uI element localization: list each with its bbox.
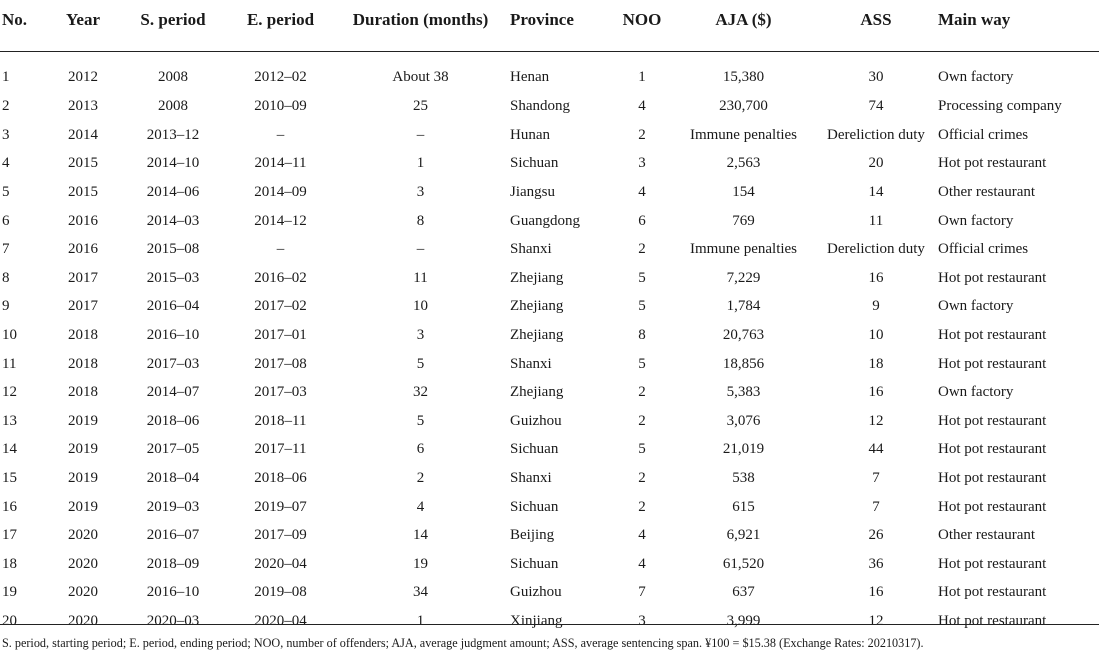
cell-aja: Immune penalties [689,126,798,143]
cell-province: Sichuan [510,498,559,515]
cell-main-way: Hot pot restaurant [938,327,1047,344]
cell-noo: 8 [638,327,646,344]
cell-start-period: 2016–07 [146,527,200,544]
table-row [0,235,1099,264]
table-row [0,121,1099,150]
cell-no: 18 [2,555,17,572]
cell-province: Guangdong [510,212,580,229]
cell-no: 15 [2,470,17,487]
cell-end-period: 2020–04 [254,612,307,629]
cell-province: Guizhou [510,584,562,601]
cell-year: 2013 [68,98,98,115]
cell-ass: 9 [872,298,880,315]
table-row [0,93,1099,122]
table-row [0,207,1099,236]
cell-aja: 5,383 [726,384,761,401]
cell-ass: 36 [868,555,884,572]
cell-end-period: – [276,241,285,258]
table-row [0,493,1099,522]
cell-duration: 5 [416,412,425,429]
cell-province: Sichuan [510,155,559,172]
cell-noo: 5 [638,298,646,315]
cell-main-way: Hot pot restaurant [938,412,1047,429]
table-row [0,579,1099,608]
cell-no: 6 [2,212,10,229]
cell-noo: 3 [638,155,646,172]
cell-aja: 615 [732,498,755,515]
cell-province: Zhejiang [510,298,564,315]
cell-end-period: 2010–09 [254,98,307,115]
cell-start-period: 2008 [158,68,188,85]
cell-end-period: 2020–04 [254,555,307,572]
cell-province: Hunan [510,126,550,143]
table-row [0,378,1099,407]
cell-year: 2020 [68,612,98,629]
cell-province: Guizhou [510,412,562,429]
cell-duration: – [416,241,425,258]
table-row [0,407,1099,436]
cell-province: Shanxi [510,470,552,487]
cell-main-way: Hot pot restaurant [938,355,1047,372]
cell-aja: 3,076 [726,412,761,429]
cell-province: Shanxi [510,355,552,372]
header-main-way: Main way [936,0,1099,51]
cell-province: Sichuan [510,555,559,572]
cell-start-period: 2016–10 [146,584,200,601]
cell-province: Shandong [510,98,570,115]
cell-main-way: Hot pot restaurant [938,584,1047,601]
table-row [0,51,1099,93]
cell-no: 13 [2,412,17,429]
table-row [0,436,1099,465]
cell-main-way: Official crimes [938,241,1029,258]
cell-duration: 4 [416,498,425,515]
cell-province: Sichuan [510,441,559,458]
cell-year: 2012 [68,68,98,85]
cell-aja: 769 [732,212,755,229]
cell-end-period: 2016–02 [254,269,307,286]
cell-province: Henan [510,68,550,85]
cell-start-period: 2015–03 [146,269,200,286]
header-province: Province [508,0,613,51]
cell-year: 2017 [68,269,98,286]
cell-noo: 4 [638,98,646,115]
cell-noo: 3 [638,612,646,629]
cell-aja: 6,921 [726,527,761,544]
cell-ass: 12 [868,612,884,629]
cell-no: 19 [2,584,17,601]
header-year: Year [48,0,118,51]
cell-main-way: Hot pot restaurant [938,269,1047,286]
cell-duration: – [416,126,425,143]
header-end-period: E. period [228,0,333,51]
cell-aja: 15,380 [722,68,765,85]
cell-ass: 26 [868,527,884,544]
cell-aja: 18,856 [722,355,765,372]
cell-main-way: Hot pot restaurant [938,470,1047,487]
cell-start-period: 2014–03 [146,212,200,229]
header-aja: AJA ($) [671,0,816,51]
cell-end-period: 2014–12 [254,212,307,229]
cell-start-period: 2018–06 [146,412,200,429]
table-row [0,521,1099,550]
cell-start-period: 2019–03 [146,498,200,515]
cell-noo: 6 [638,212,646,229]
cell-main-way: Own factory [938,298,1014,315]
cell-province: Beijing [510,527,555,544]
cell-aja: 2,563 [726,155,761,172]
cell-aja: 230,700 [719,98,768,115]
cell-main-way: Hot pot restaurant [938,155,1047,172]
cell-noo: 2 [638,241,646,258]
cell-year: 2018 [68,327,98,344]
cell-duration: 5 [416,355,425,372]
cell-end-period: 2014–11 [254,155,307,172]
cell-no: 9 [2,298,10,315]
cell-ass: 30 [868,68,884,85]
cell-year: 2019 [68,441,98,458]
cell-start-period: 2017–05 [146,441,200,458]
cell-main-way: Official crimes [938,126,1029,143]
cell-duration: 25 [413,98,428,115]
cell-duration: 11 [413,269,428,286]
cell-duration: About 38 [392,68,449,85]
cell-main-way: Own factory [938,384,1014,401]
cell-ass: 14 [868,184,884,201]
cell-ass: 18 [868,355,884,372]
cell-year: 2017 [68,298,98,315]
table-row [0,293,1099,322]
cell-end-period: 2017–01 [254,327,307,344]
cell-main-way: Hot pot restaurant [938,498,1047,515]
cell-start-period: 2008 [158,98,188,115]
cell-year: 2015 [68,155,98,172]
cell-ass: 16 [868,269,884,286]
cell-no: 5 [2,184,10,201]
cell-province: Shanxi [510,241,552,258]
cell-ass: 20 [868,155,884,172]
cell-year: 2016 [68,241,98,258]
cell-year: 2016 [68,212,98,229]
cell-noo: 4 [638,555,646,572]
cell-start-period: 2013–12 [146,126,200,143]
header-no: No. [0,0,48,51]
cell-aja: 21,019 [722,441,765,458]
cell-end-period: 2017–03 [254,384,307,401]
table-row [0,178,1099,207]
table-footnote: S. period, starting period; E. period, ending period; NOO, number of offenders; AJA, average judgment amount; ASS, average sentencing span. ¥100 = $15.38 (Exchange Rates: 20210317). [2,636,924,650]
cell-aja: 154 [732,184,755,201]
cell-province: Jiangsu [510,184,555,201]
cell-no: 16 [2,498,17,515]
cell-duration: 2 [416,470,425,487]
header-noo: NOO [613,0,671,51]
cell-ass: 74 [868,98,884,115]
cell-main-way: Processing company [938,98,1062,115]
cell-duration: 34 [413,584,428,601]
cell-no: 2 [2,98,10,115]
cell-aja: 20,763 [722,327,765,344]
cell-duration: 32 [413,384,428,401]
cell-end-period: 2012–02 [254,68,307,85]
cell-start-period: 2018–04 [146,470,200,487]
header-row [0,0,1099,51]
cell-duration: 3 [416,184,425,201]
cell-noo: 4 [638,527,646,544]
cell-duration: 14 [413,527,428,544]
cell-province: Zhejiang [510,269,564,286]
cell-end-period: 2017–02 [254,298,307,315]
cell-province: Zhejiang [510,384,564,401]
header-start-period: S. period [118,0,228,51]
cell-aja: 538 [732,470,755,487]
cell-duration: 3 [416,327,425,344]
cell-end-period: 2017–08 [254,355,307,372]
cell-main-way: Hot pot restaurant [938,555,1047,572]
cell-year: 2018 [68,384,98,401]
cell-noo: 2 [638,126,646,143]
cell-duration: 1 [416,612,425,629]
cell-start-period: 2015–08 [146,241,200,258]
cell-end-period: 2014–09 [254,184,307,201]
cell-noo: 1 [638,68,646,85]
cell-noo: 5 [638,355,646,372]
cell-ass: 16 [868,384,884,401]
cell-noo: 2 [638,498,646,515]
cell-aja: Immune penalties [689,241,798,258]
cell-end-period: 2017–11 [254,441,307,458]
cell-no: 3 [2,126,10,143]
cell-ass: 44 [868,441,884,458]
cell-ass: 7 [872,470,880,487]
cell-no: 10 [2,327,17,344]
cell-ass: Dereliction duty [827,241,925,258]
cell-duration: 10 [413,298,428,315]
cell-ass: 16 [868,584,884,601]
cell-aja: 7,229 [726,269,761,286]
cell-main-way: Hot pot restaurant [938,612,1047,629]
table-row [0,150,1099,179]
cell-end-period: 2019–08 [254,584,307,601]
header-duration: Duration (months) [333,0,508,51]
cell-no: 14 [2,441,17,458]
cell-year: 2020 [68,584,98,601]
cell-no: 7 [2,241,10,258]
cell-aja: 637 [732,584,755,601]
cell-no: 17 [2,527,17,544]
cell-start-period: 2014–10 [146,155,200,172]
cell-noo: 5 [638,441,646,458]
cell-no: 12 [2,384,17,401]
cell-duration: 1 [416,155,425,172]
cell-aja: 61,520 [722,555,765,572]
cell-noo: 4 [638,184,646,201]
cell-main-way: Other restaurant [938,184,1036,201]
cell-end-period: 2017–09 [254,527,307,544]
table-body [0,51,1099,642]
cell-start-period: 2016–10 [146,327,200,344]
table-row [0,464,1099,493]
cell-start-period: 2014–06 [146,184,200,201]
cell-no: 1 [2,68,10,85]
cell-duration: 19 [413,555,428,572]
cell-noo: 2 [638,384,646,401]
cell-main-way: Own factory [938,68,1014,85]
cell-end-period: 2018–11 [254,412,307,429]
table-row [0,321,1099,350]
cell-year: 2020 [68,527,98,544]
cell-province: Zhejiang [510,327,564,344]
cell-year: 2019 [68,412,98,429]
cell-main-way: Own factory [938,212,1014,229]
cell-no: 11 [2,355,17,372]
cell-year: 2019 [68,498,98,515]
cell-year: 2018 [68,355,98,372]
cell-year: 2019 [68,470,98,487]
cell-year: 2020 [68,555,98,572]
table-row [0,264,1099,293]
table-bottom-rule [0,624,1099,625]
cell-end-period: – [276,126,285,143]
cell-ass: Dereliction duty [827,126,925,143]
cell-start-period: 2018–09 [146,555,200,572]
cell-start-period: 2016–04 [146,298,200,315]
cell-start-period: 2014–07 [146,384,200,401]
cell-ass: 7 [872,498,880,515]
cell-no: 20 [2,612,17,629]
cell-end-period: 2019–07 [254,498,307,515]
cell-year: 2015 [68,184,98,201]
cell-noo: 2 [638,412,646,429]
cell-no: 4 [2,155,10,172]
table-row [0,350,1099,379]
cell-ass: 12 [868,412,884,429]
table-row [0,550,1099,579]
cell-end-period: 2018–06 [254,470,307,487]
cell-duration: 6 [416,441,425,458]
cell-aja: 1,784 [726,298,761,315]
cell-year: 2014 [68,126,98,143]
cell-start-period: 2020–03 [146,612,200,629]
cell-start-period: 2017–03 [146,355,200,372]
cell-noo: 7 [638,584,646,601]
cell-noo: 5 [638,269,646,286]
cell-duration: 8 [416,212,425,229]
cell-noo: 2 [638,470,646,487]
cell-aja: 3,999 [726,612,761,629]
cell-ass: 11 [868,212,884,229]
cell-no: 8 [2,269,10,286]
cell-ass: 10 [868,327,884,344]
header-ass: ASS [816,0,936,51]
cell-main-way: Other restaurant [938,527,1036,544]
cell-province: Xinjiang [510,612,563,629]
cell-main-way: Hot pot restaurant [938,441,1047,458]
